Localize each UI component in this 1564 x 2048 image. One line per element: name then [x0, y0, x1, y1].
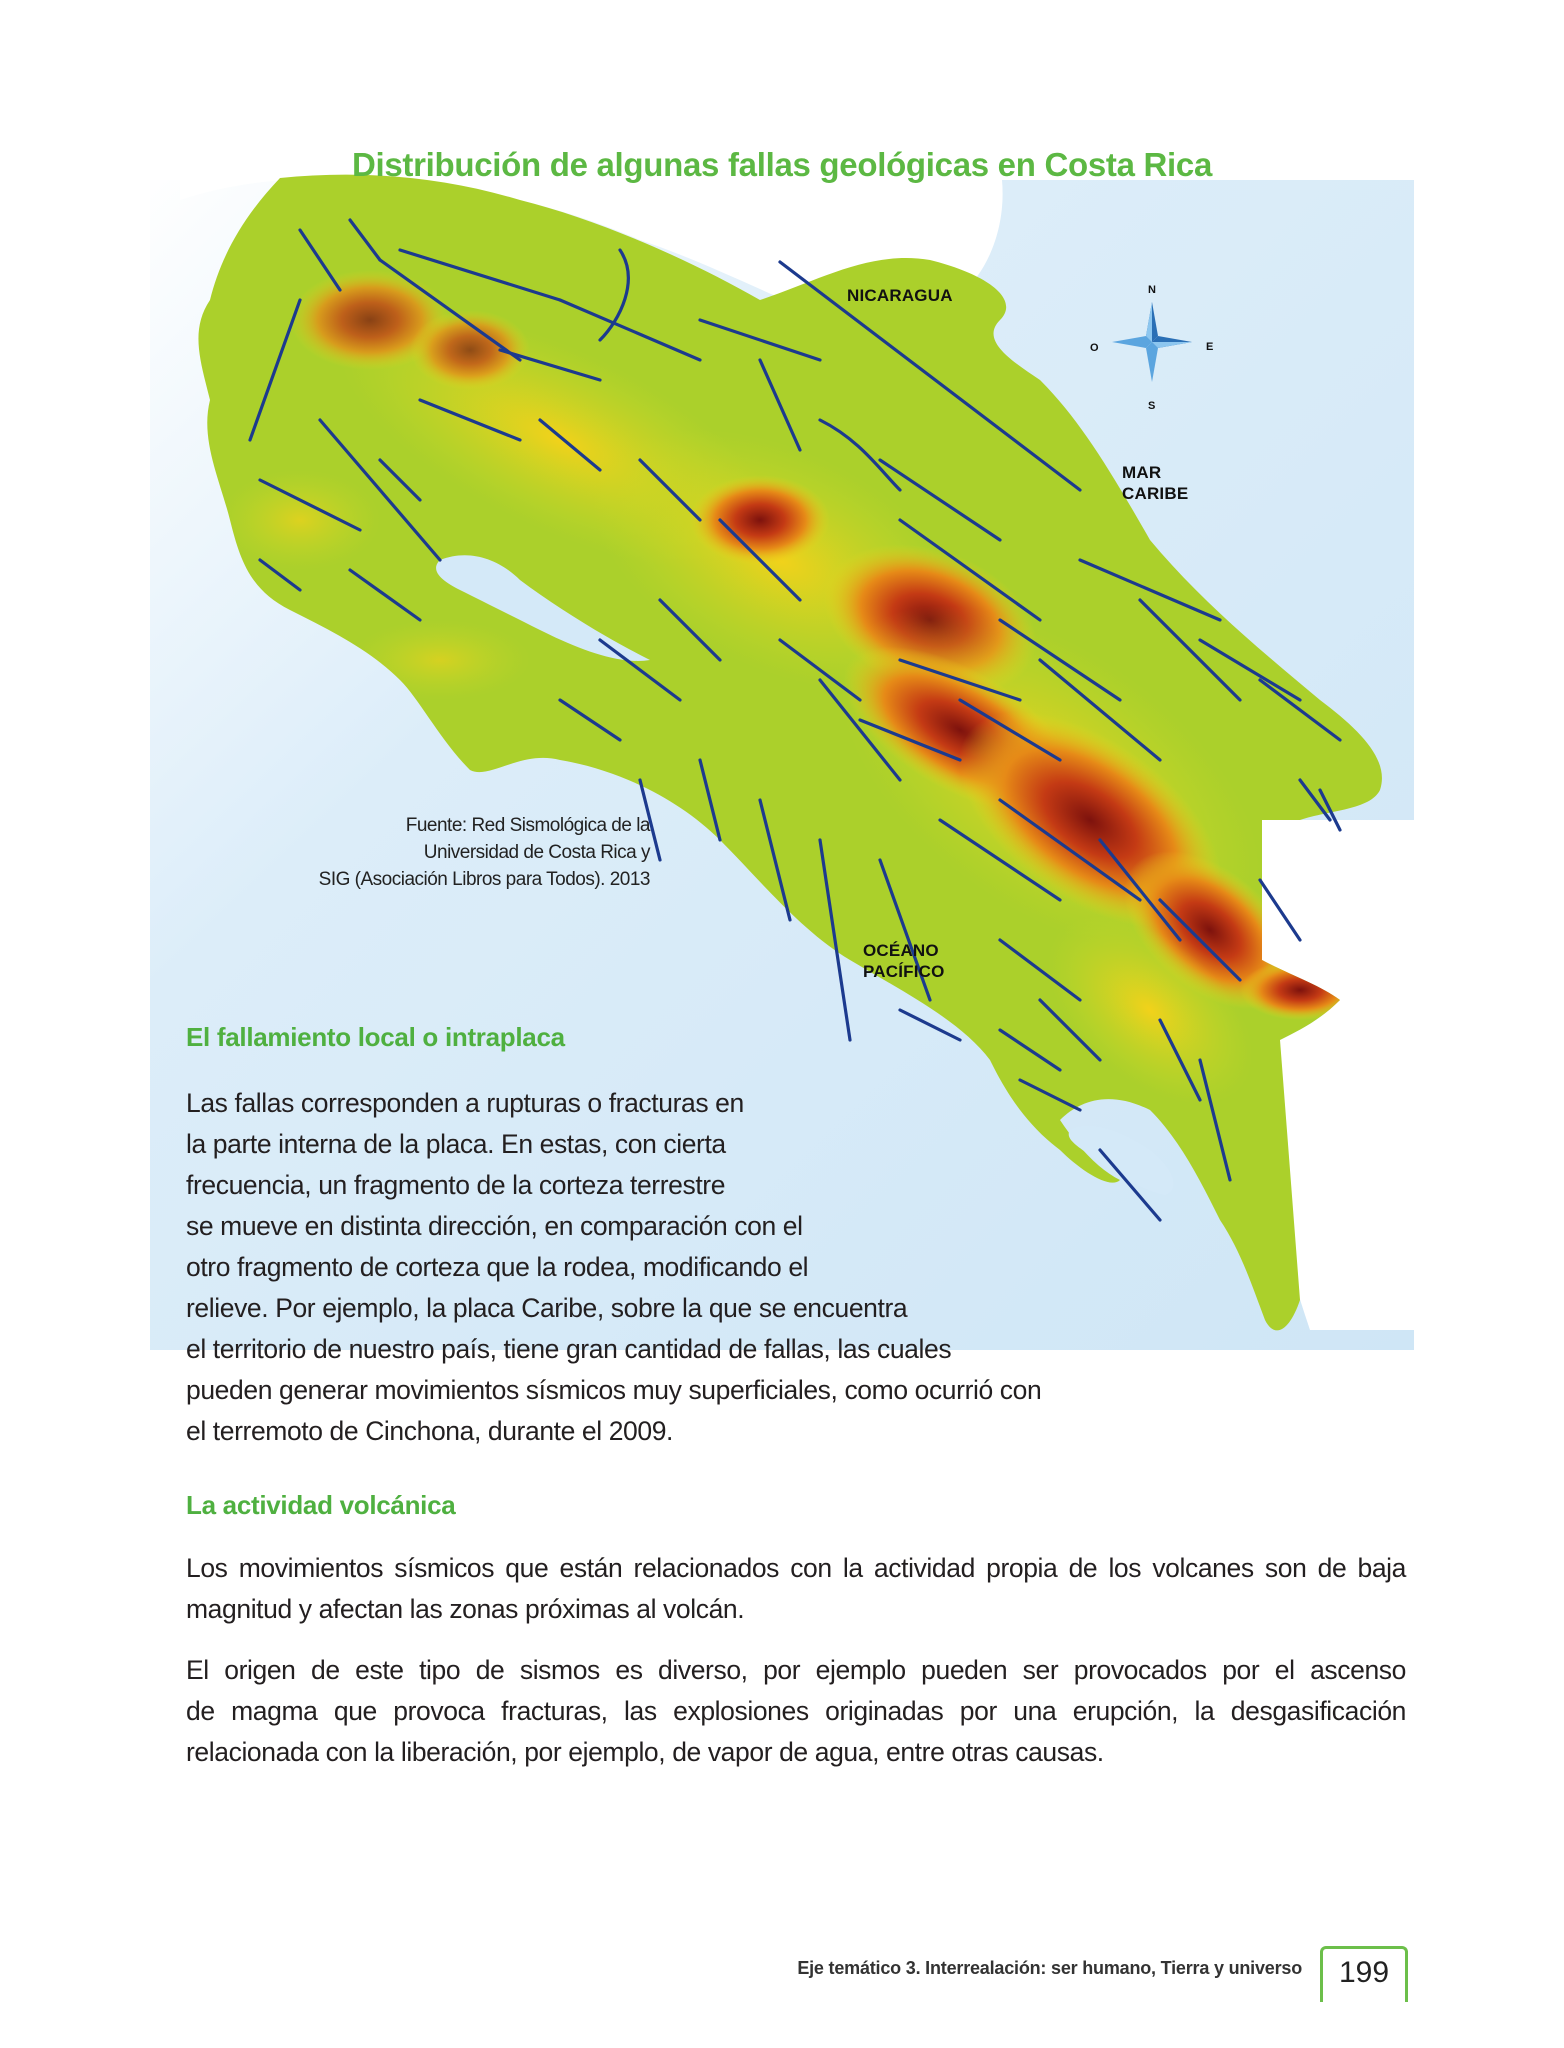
source-line: Universidad de Costa Rica y: [423, 842, 650, 863]
paragraph-fallamiento: [186, 1083, 1041, 1452]
text-line: relieve. Por ejemplo, la placa Caribe, sobre la que se encuentra: [186, 1293, 908, 1323]
label-mar-caribe-line2: CARIBE: [1122, 484, 1189, 503]
text-line: el terremoto de Cinchona, durante el 2009.: [186, 1416, 674, 1446]
text-line: el territorio de nuestro país, tiene gran cantidad de fallas, las cuales: [186, 1334, 952, 1364]
page-number: 199: [1338, 1956, 1390, 1989]
section-heading-volcanica: La actividad volcánica: [186, 1490, 456, 1520]
text-line: la parte interna de la placa. En estas, con cierta: [186, 1129, 726, 1159]
text-line: de magma que provoca fracturas, las explosiones originadas por una erupción, la desgasificación: [186, 1696, 1406, 1726]
label-mar-caribe: [1122, 462, 1188, 504]
text-line: pueden generar movimientos sísmicos muy superficiales, como ocurrió con: [186, 1375, 1042, 1405]
text-line: relacionada con la liberación, por ejemplo, de vapor de agua, entre otras causas.: [186, 1737, 1104, 1767]
label-oceano-pacifico-line1: OCÉANO: [863, 941, 939, 960]
text-line: se mueve en distinta dirección, en comparación con el: [186, 1211, 803, 1241]
paragraph-volcanica-2: [186, 1650, 1406, 1773]
paragraph-volcanica-1: [186, 1548, 1406, 1630]
text-line: otro fragmento de corteza que la rodea, modificando el: [186, 1252, 809, 1282]
compass-south: S: [1148, 400, 1156, 412]
compass-north: N: [1148, 284, 1156, 296]
text-line: magnitud y afectan las zonas próximas al volcán.: [186, 1594, 745, 1624]
source-line: SIG (Asociación Libros para Todos). 2013: [318, 869, 650, 890]
label-mar-caribe-line1: MAR: [1122, 463, 1162, 482]
section-heading-fallamiento: El fallamiento local o intraplaca: [186, 1022, 565, 1052]
map-title: Distribución de algunas fallas geológicas en Costa Rica: [351, 146, 1213, 183]
label-oceano-pacifico-line2: PACÍFICO: [863, 962, 945, 981]
footer-text: Eje temático 3. Interrealación: ser humano, Tierra y universo: [797, 1958, 1302, 1978]
label-nicaragua: NICARAGUA: [847, 286, 953, 305]
label-oceano-pacifico: [863, 940, 945, 982]
compass-rose-icon: [1110, 300, 1194, 384]
text-line: Las fallas corresponden a rupturas o fracturas en: [186, 1088, 744, 1118]
map-source: [250, 812, 650, 893]
source-line: Fuente: Red Sismológica de la: [405, 815, 650, 836]
compass-east: E: [1206, 341, 1214, 353]
text-line: El origen de este tipo de sismos es diverso, por ejemplo pueden ser provocados por el ascenso: [186, 1655, 1406, 1685]
text-line: Los movimientos sísmicos que están relacionados con la actividad propia de los volcanes son de baja: [186, 1553, 1406, 1583]
compass-west: O: [1090, 342, 1099, 354]
text-line: frecuencia, un fragmento de la corteza terrestre: [186, 1170, 726, 1200]
